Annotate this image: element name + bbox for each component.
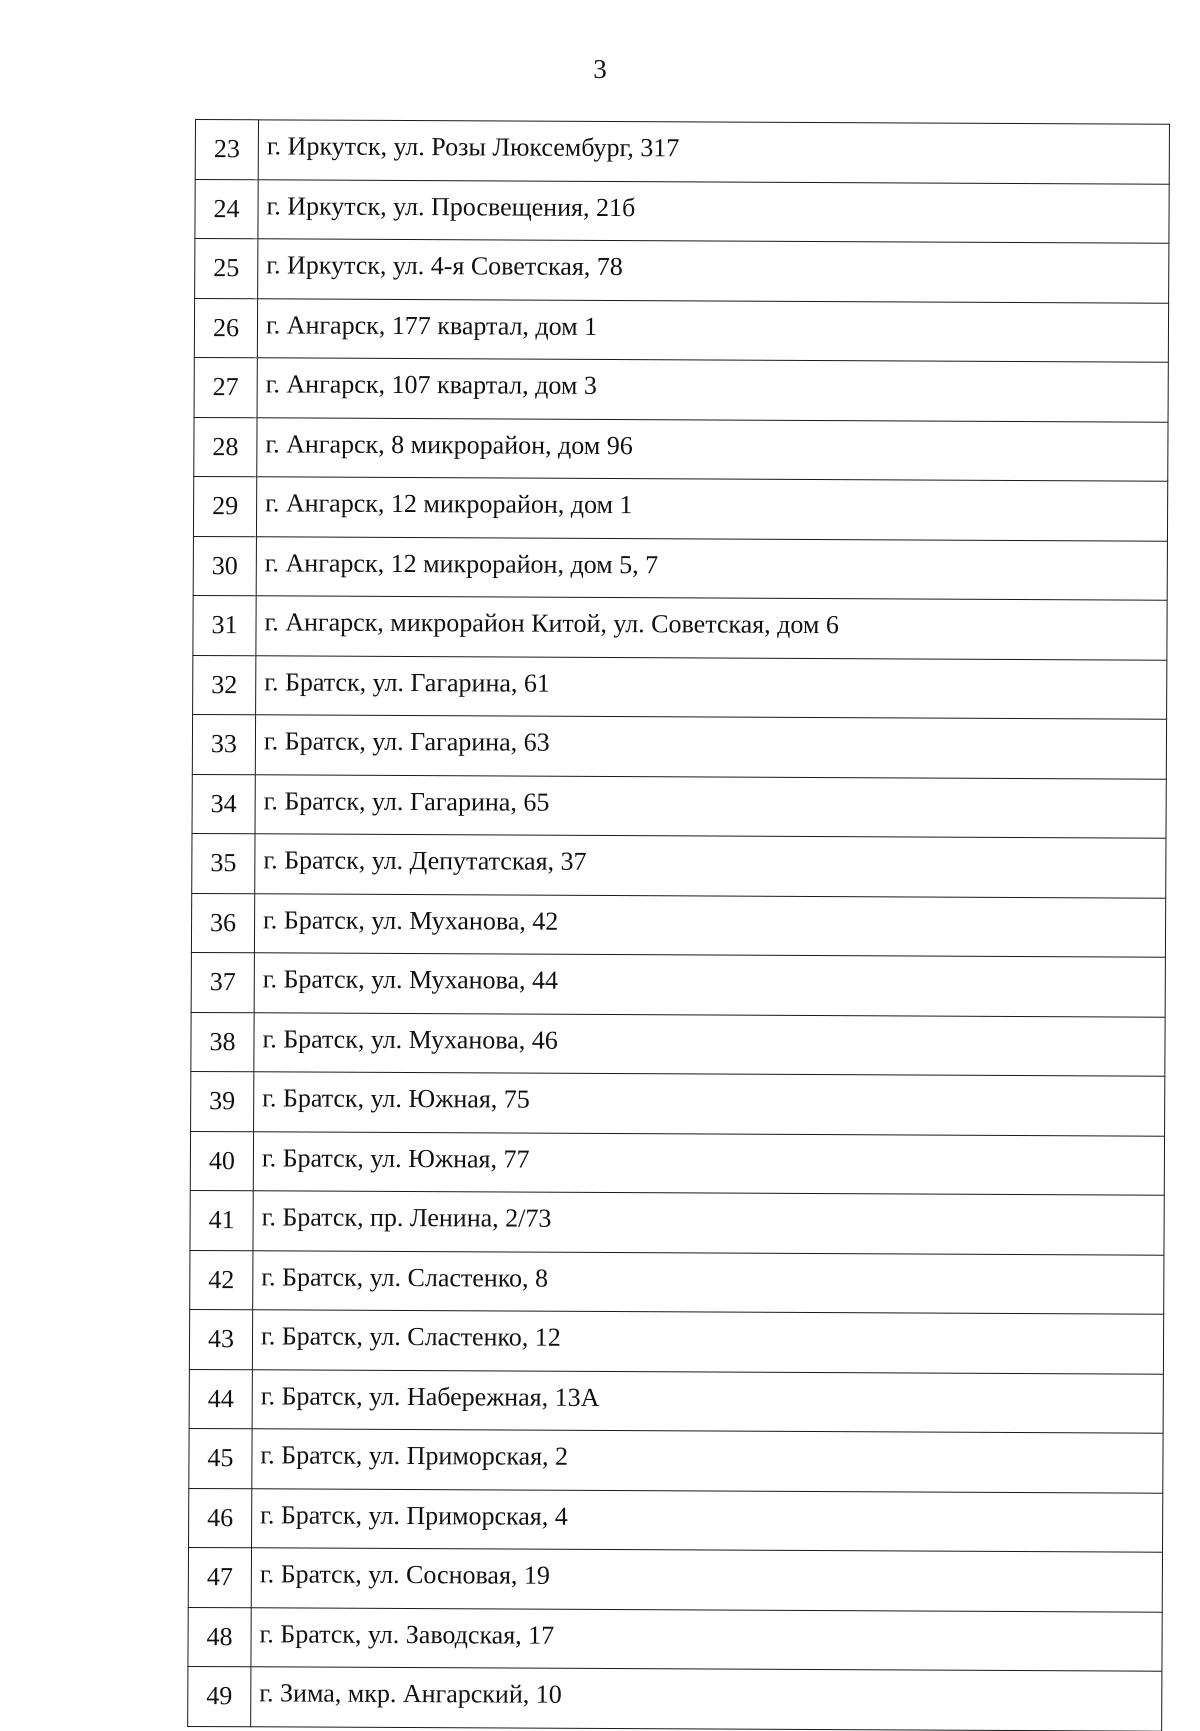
- row-address: г. Братск, ул. Сластенко, 12: [252, 1310, 1163, 1374]
- row-number: 47: [188, 1547, 251, 1607]
- table-row: [191, 952, 1165, 1016]
- row-number: 33: [192, 714, 255, 774]
- row-number: 40: [190, 1131, 253, 1191]
- row-number: 49: [188, 1666, 251, 1726]
- row-address: г. Братск, ул. Гагарина, 65: [255, 774, 1166, 838]
- row-address: г. Братск, ул. Южная, 75: [254, 1072, 1165, 1136]
- table-row: [188, 1547, 1162, 1611]
- table-row: [194, 298, 1168, 362]
- row-address: г. Зима, мкр. Ангарский, 10: [251, 1667, 1162, 1731]
- table-row: [191, 893, 1165, 957]
- row-number: 38: [191, 1012, 254, 1072]
- table-row: [193, 655, 1167, 719]
- table-row: [189, 1369, 1163, 1433]
- row-address: г. Братск, ул. Гагарина, 63: [255, 715, 1166, 779]
- row-address: г. Братск, ул. Депутатская, 37: [255, 834, 1166, 898]
- row-address: г. Иркутск, ул. 4-я Советская, 78: [258, 239, 1169, 303]
- row-address: г. Братск, ул. Южная, 77: [253, 1131, 1164, 1195]
- row-address: г. Братск, ул. Муханова, 46: [254, 1012, 1165, 1076]
- row-address: г. Ангарск, 12 микрорайон, дом 1: [256, 477, 1167, 541]
- table-row: [190, 1190, 1164, 1254]
- row-number: 24: [195, 179, 258, 239]
- table-row: [193, 476, 1167, 540]
- table-row: [192, 714, 1166, 778]
- row-address: г. Братск, ул. Муханова, 44: [254, 953, 1165, 1017]
- address-table: [187, 119, 1170, 1731]
- row-number: 27: [194, 357, 257, 417]
- row-number: 37: [191, 952, 254, 1012]
- table-row: [190, 1250, 1164, 1314]
- table-row: [191, 1071, 1165, 1135]
- table-row: [195, 120, 1169, 184]
- row-number: 23: [195, 120, 258, 180]
- table-row: [189, 1488, 1163, 1552]
- table-row: [188, 1607, 1162, 1671]
- page-number: 3: [593, 54, 607, 84]
- row-number: 32: [193, 655, 256, 715]
- row-address: г. Братск, ул. Гагарина, 61: [256, 655, 1167, 719]
- row-address: г. Братск, ул. Заводская, 17: [251, 1607, 1162, 1671]
- table-row: [191, 1012, 1165, 1076]
- address-table-body: [188, 120, 1170, 1731]
- row-address: г. Ангарск, микрорайон Китой, ул. Советская, дом 6: [256, 596, 1167, 660]
- row-number: 36: [191, 893, 254, 953]
- row-number: 31: [193, 595, 256, 655]
- row-number: 44: [189, 1369, 252, 1429]
- row-address: г. Братск, ул. Муханова, 42: [254, 893, 1165, 957]
- row-number: 39: [191, 1071, 254, 1131]
- table-row: [189, 1428, 1163, 1492]
- row-number: 26: [194, 298, 257, 358]
- row-address: г. Братск, ул. Сосновая, 19: [251, 1548, 1162, 1612]
- row-number: 45: [189, 1428, 252, 1488]
- row-number: 41: [190, 1190, 253, 1250]
- table-row: [194, 417, 1168, 481]
- row-number: 28: [194, 417, 257, 477]
- table-row: [189, 1309, 1163, 1373]
- row-address: г. Братск, ул. Приморская, 4: [252, 1488, 1163, 1552]
- row-address: г. Братск, ул. Набережная, 13А: [252, 1369, 1163, 1433]
- row-address: г. Братск, ул. Сластенко, 8: [253, 1250, 1164, 1314]
- table-row: [192, 833, 1166, 897]
- row-address: г. Иркутск, ул. Просвещения, 21б: [258, 179, 1169, 243]
- row-number: 43: [189, 1309, 252, 1369]
- table-row: [188, 1666, 1162, 1730]
- row-number: 48: [188, 1607, 251, 1667]
- row-number: 34: [192, 774, 255, 834]
- table-row: [190, 1131, 1164, 1195]
- row-number: 42: [190, 1250, 253, 1310]
- table-row: [194, 357, 1168, 421]
- row-address: г. Братск, пр. Ленина, 2/73: [253, 1191, 1164, 1255]
- row-number: 29: [193, 476, 256, 536]
- table-row: [195, 179, 1169, 243]
- table-row: [192, 774, 1166, 838]
- row-address: г. Ангарск, 12 микрорайон, дом 5, 7: [256, 536, 1167, 600]
- row-address: г. Иркутск, ул. Розы Люксембург, 317: [258, 120, 1169, 184]
- row-address: г. Ангарск, 8 микрорайон, дом 96: [257, 417, 1168, 481]
- table-row: [193, 536, 1167, 600]
- row-address: г. Братск, ул. Приморская, 2: [252, 1429, 1163, 1493]
- table-row: [193, 595, 1167, 659]
- row-address: г. Ангарск, 177 квартал, дом 1: [257, 298, 1168, 362]
- row-number: 25: [195, 239, 258, 299]
- row-number: 35: [192, 833, 255, 893]
- table-row: [195, 239, 1169, 303]
- row-number: 46: [189, 1488, 252, 1548]
- row-number: 30: [193, 536, 256, 596]
- row-address: г. Ангарск, 107 квартал, дом 3: [257, 358, 1168, 422]
